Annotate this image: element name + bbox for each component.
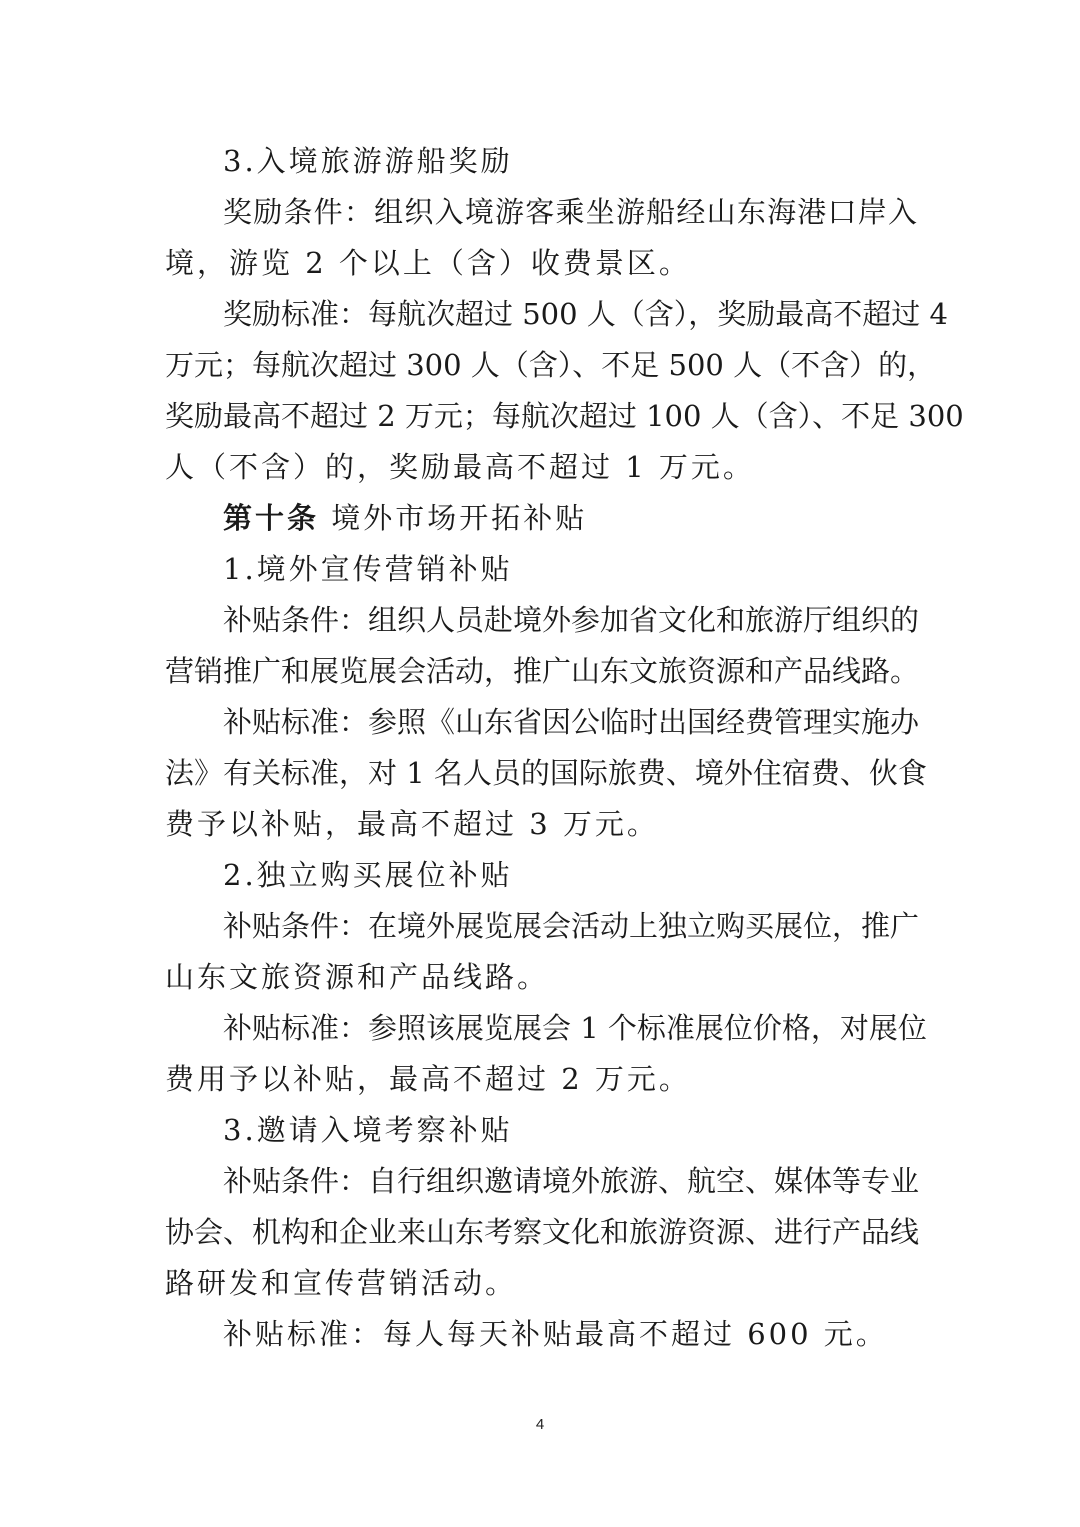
paragraph-line: 补贴标准：参照该展览展会 1 个标准展位价格，对展位	[223, 1011, 927, 1045]
paragraph-line: 万元；每航次超过 300 人（含）、不足 500 人（不含）的，	[165, 348, 937, 382]
item-heading-inbound-inspection: 3.邀请入境考察补贴	[223, 1113, 513, 1147]
paragraph-line: 协会、机构和企业来山东考察文化和旅游资源、进行产品线	[165, 1215, 920, 1249]
paragraph-line: 山东文旅资源和产品线路。	[165, 960, 550, 994]
paragraph-line: 费予以补贴，最高不超过 3 万元。	[165, 807, 659, 841]
paragraph-line: 路研发和宣传营销活动。	[165, 1266, 518, 1300]
item-heading-overseas-promotion: 1.境外宣传营销补贴	[223, 552, 513, 586]
article-number: 第十条	[223, 501, 320, 535]
paragraph-line: 奖励标准：每航次超过 500 人（含），奖励最高不超过 4	[223, 297, 948, 331]
paragraph-line: 奖励条件：组织入境游客乘坐游船经山东海港口岸入	[223, 195, 917, 229]
paragraph-line: 奖励最高不超过 2 万元；每航次超过 100 人（含）、不足 300	[165, 399, 964, 433]
paragraph-line: 补贴条件：组织人员赴境外参加省文化和旅游厅组织的	[223, 603, 920, 637]
paragraph-line: 补贴条件：在境外展览展会活动上独立购买展位，推广	[223, 909, 920, 943]
article-heading	[165, 493, 917, 544]
article-title: 境外市场开拓补贴	[331, 501, 588, 535]
paragraph-line: 费用予以补贴，最高不超过 2 万元。	[165, 1062, 691, 1096]
paragraph-line: 补贴标准：参照《山东省因公临时出国经费管理实施办	[223, 705, 920, 739]
paragraph-line: 营销推广和展览展会活动，推广山东文旅资源和产品线路。	[165, 654, 920, 688]
item-heading-booth-purchase: 2.独立购买展位补贴	[223, 858, 513, 892]
page-number: 4	[535, 1416, 545, 1433]
item-heading-inbound-cruise: 3.入境旅游游船奖励	[223, 144, 513, 178]
paragraph-line: 补贴标准：每人每天补贴最高不超过 600 元。	[223, 1317, 888, 1351]
document-body	[165, 136, 964, 1360]
paragraph-line: 境，游览 2 个以上（含）收费景区。	[165, 246, 691, 280]
paragraph-line: 法》有关标准，对 1 名人员的国际旅费、境外住宿费、伙食	[165, 756, 927, 790]
paragraph-line: 人（不含）的，奖励最高不超过 1 万元。	[165, 450, 755, 484]
paragraph-line: 补贴条件：自行组织邀请境外旅游、航空、媒体等专业	[223, 1164, 920, 1198]
